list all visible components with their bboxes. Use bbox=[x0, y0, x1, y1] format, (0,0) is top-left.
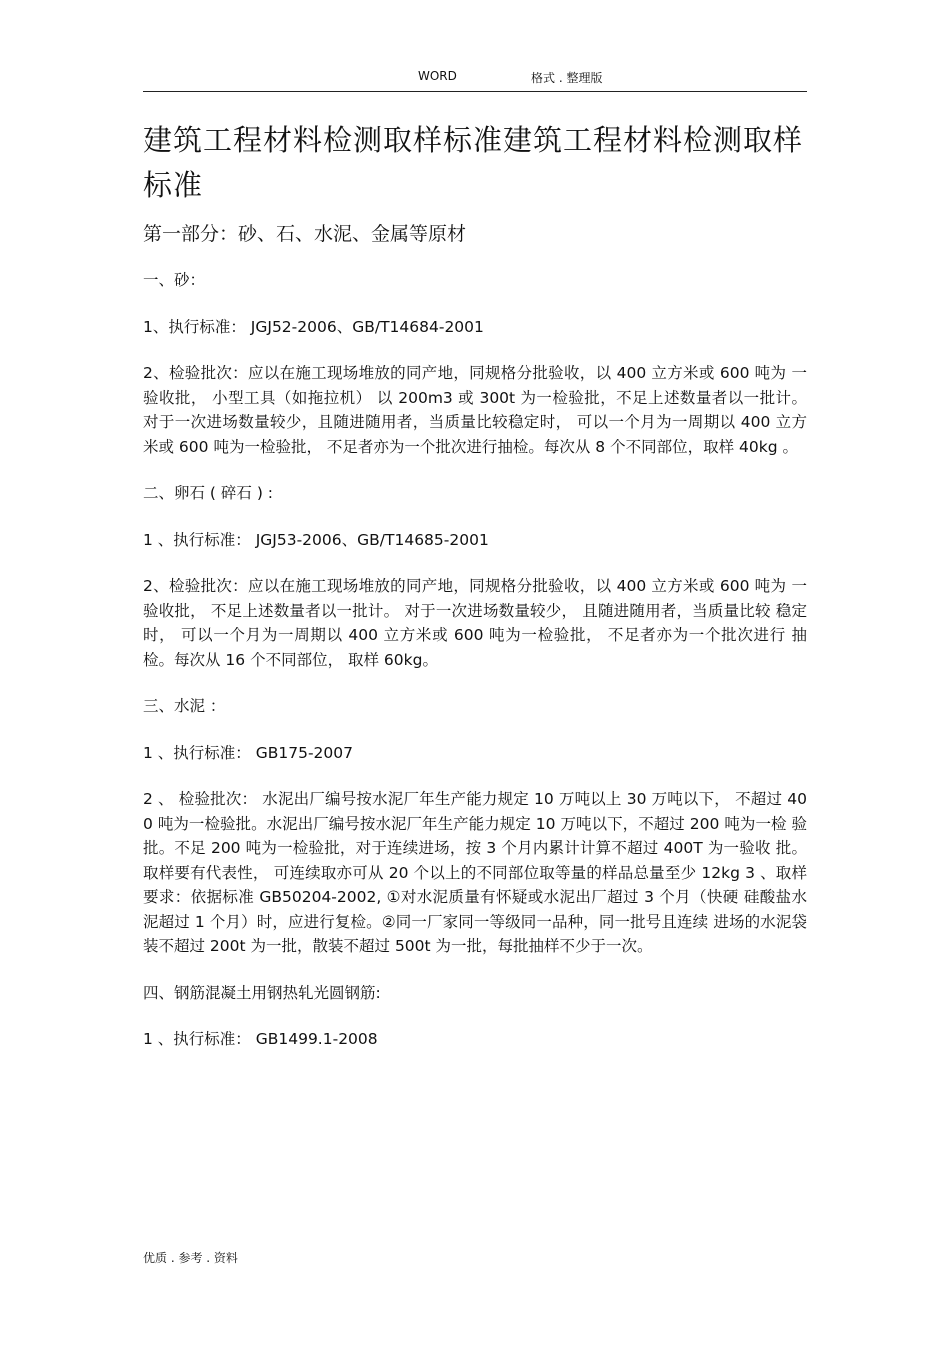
heading-cement: 三、水泥 ： bbox=[143, 697, 226, 715]
header-word-label: WORD bbox=[418, 69, 457, 83]
sand-batch: 2、检验批次：应以在施工现场堆放的同产地，同规格分批验收，以 400 立方米或 600 吨为 一验收批， 小型工具（如拖拉机） 以 200m3 或 300t 为一检验批，不足上述数量者以一批计。 对于一次进场数量较少，且随进随用者，当质量比较稳定时， 可以一个月为一周期以 400 立方米或 600 吨为一检验批， 不足者亦为一个批次进行抽检。每次从 8 个不同部位，取样 40kg 。 bbox=[143, 364, 807, 456]
page-footer: 优质 . 参考 . 资料 bbox=[143, 1251, 238, 1265]
gravel-standard: 1 、执行标准： JGJ53-2006、GB/T14685-2001 bbox=[143, 530, 489, 549]
page-header bbox=[143, 66, 807, 92]
cement-standard: 1 、执行标准： GB175-2007 bbox=[143, 743, 353, 762]
gravel-batch: 2、检验批次：应以在施工现场堆放的同产地，同规格分批验收，以 400 立方米或 600 吨为 一验收批， 不足上述数量者以一批计。 对于一次进场数量较少， 且随进随用者，当质量比较 稳定时， 可以一个月为一周期以 400 立方米或 600 吨为一检验批， 不足者亦为一个批次进行 抽检。每次从 16 个不同部位， 取样 60kg。 bbox=[143, 577, 807, 669]
steel-standard: 1 、执行标准： GB1499.1-2008 bbox=[143, 1030, 378, 1048]
heading-gravel: 二、卵石 ( 碎石 ) : bbox=[143, 484, 274, 502]
header-format-label: 格式 . 整理版 bbox=[531, 71, 603, 85]
document-body bbox=[143, 118, 807, 1074]
document-title: 建筑工程材料检测取样标准建筑工程材料检测取样标准 bbox=[143, 123, 804, 202]
heading-steel: 四、钢筋混凝土用钢热轧光圆钢筋: bbox=[143, 983, 381, 1002]
heading-sand: 一、砂： bbox=[143, 271, 206, 289]
cement-batch: 2 、 检验批次： 水泥出厂编号按水泥厂年生产能力规定 10 万吨以上 30 万吨以下， 不超过 400 吨为一检验批。水泥出厂编号按水泥厂年生产能力规定 10 万吨以下，不超过 200 吨为一检 验批。不足 200 吨为一检验批，对于连续进场，按 3 个月内累计计算不超过 400T 为一验收 批。取样要有代表性， 可连续取亦可从 20 个以上的不同部位取等量的样品总量至少 12kg 3 、取样要求：依据标准 GB50204-2002, ①对水泥质量有怀疑或水泥出厂超过 3 个月（快硬 硅酸盐水泥超过 1 个月）时，应进行复检。②同一厂家同一等级同一品种，同一批号且连续 进场的水泥袋装不超过 200t 为一批，散装不超过 500t 为一批，每批抽样不少于一次。 bbox=[143, 790, 807, 955]
section-heading: 第一部分：砂、石、水泥、金属等原材 bbox=[143, 223, 467, 245]
sand-standard: 1、执行标准： JGJ52-2006、GB/T14684-2001 bbox=[143, 317, 484, 336]
